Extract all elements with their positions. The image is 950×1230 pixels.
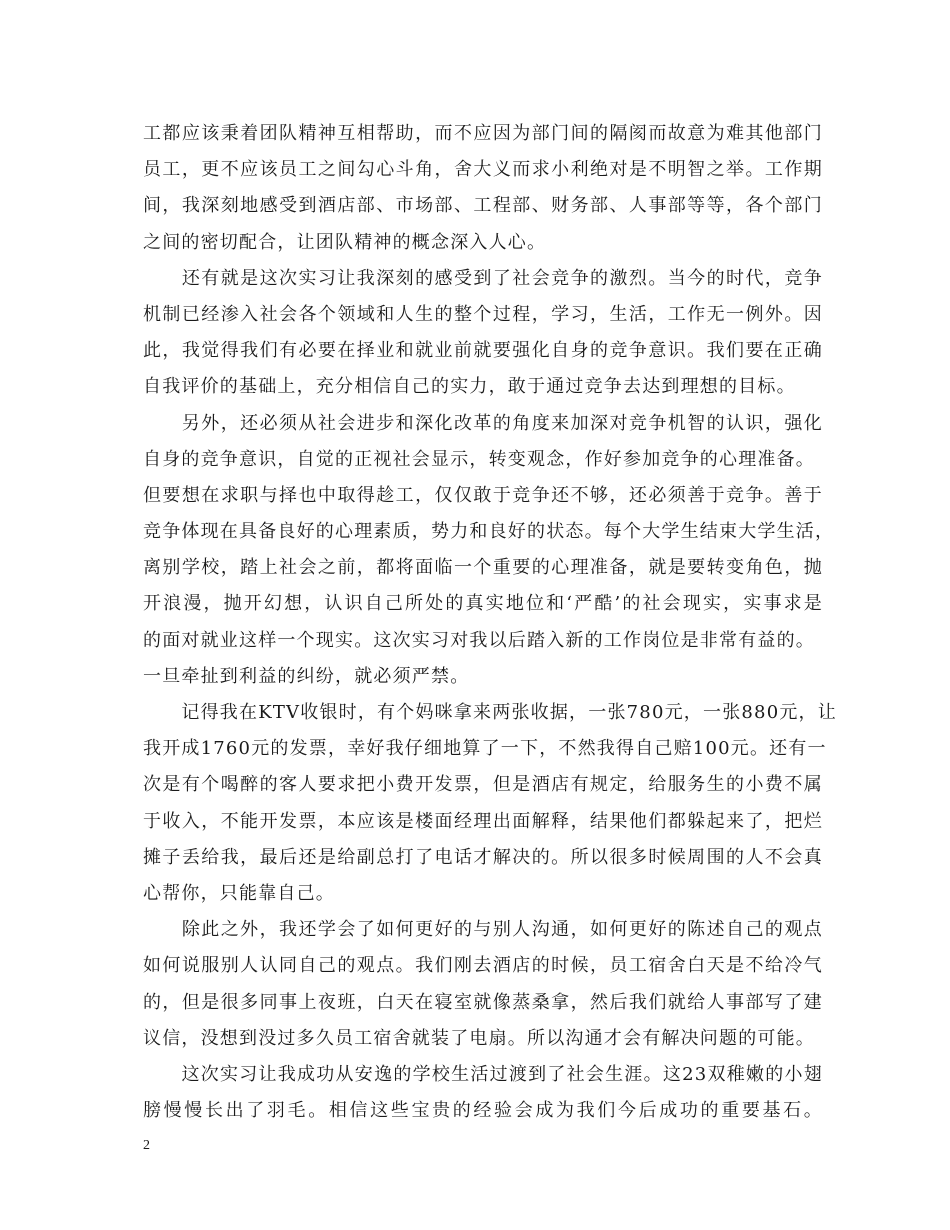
text-line: 开浪漫，抛开幻想，认识自己所处的真实地位和‘严酷’的社会现实，实事求是 — [143, 593, 823, 615]
text-line: 如何说服别人认同自己的观点。我们刚去酒店的时候，员工宿舍白天是不给冷气 — [143, 955, 823, 977]
text-line: 此，我觉得我们有必要在择业和就业前就要强化自身的竞争意识。我们要在正确 — [143, 340, 823, 362]
text-line: 一旦牵扯到利益的纠纷，就必须严禁。 — [143, 665, 470, 687]
text-line: 膀慢慢长出了羽毛。相信这些宝贵的经验会成为我们今后成功的重要基石。 — [143, 1100, 823, 1122]
text-line: 的，但是很多同事上夜班，白天在寝室就像蒸桑拿，然后我们就给人事部写了建 — [143, 991, 823, 1013]
text-line: 我开成1760元的发票，幸好我仔细地算了一下，不然我得自己赔100元。还有一 — [143, 738, 827, 760]
text-line: 这次实习让我成功从安逸的学校生活过渡到了社会生涯。这23双稚嫩的小翅 — [143, 1063, 823, 1085]
text-line: 除此之外，我还学会了如何更好的与别人沟通，如何更好的陈述自己的观点 — [143, 919, 823, 941]
text-line: 的面对就业这样一个现实。这次实习对我以后踏入新的工作岗位是非常有益的。 — [143, 629, 815, 651]
text-line: 还有就是这次实习让我深刻的感受到了社会竞争的激烈。当今的时代，竞争 — [143, 267, 823, 289]
text-line: 记得我在KTV收银时，有个妈咪拿来两张收据，一张780元，一张880元，让 — [143, 702, 837, 723]
text-line: 竞争体现在具备良好的心理素质，势力和良好的状态。每个大学生结束大学生活， — [143, 521, 835, 543]
text-line: 离别学校，踏上社会之前，都将面临一个重要的心理准备，就是要转变角色，抛 — [143, 557, 823, 579]
text-line: 摊子丢给我，最后还是给副总打了电话才解决的。所以很多时候周围的人不会真 — [143, 846, 823, 868]
text-line: 另外，还必须从社会进步和深化改革的角度来加深对竞争机智的认识，强化 — [143, 412, 823, 434]
text-line: 机制已经渗入社会各个领域和人生的整个过程，学习，生活，工作无一例外。因 — [143, 303, 823, 325]
text-line: 间，我深刻地感受到酒店部、市场部、工程部、财务部、人事部等等，各个部门 — [143, 195, 823, 217]
body-text — [143, 116, 837, 1129]
text-line: 工都应该秉着团队精神互相帮助，而不应因为部门间的隔阂而故意为难其他部门 — [143, 123, 823, 144]
text-line: 次是有个喝醉的客人要求把小费开发票，但是酒店有规定，给服务生的小费不属 — [143, 774, 823, 796]
text-line: 自身的竞争意识，自觉的正视社会显示，转变观念，作好参加竞争的心理准备。 — [143, 448, 815, 470]
text-line: 之间的密切配合，让团队精神的概念深入人心。 — [143, 231, 547, 253]
text-line: 议信，没想到没过多久员工宿舍就装了电扇。所以沟通才会有解决问题的可能。 — [143, 1027, 815, 1049]
text-line: 员工，更不应该员工之间勾心斗角，舍大义而求小利绝对是不明智之举。工作期 — [143, 159, 823, 181]
page-number: 2 — [143, 1138, 150, 1153]
text-line: 自我评价的基础上，充分相信自己的实力，敢于通过竞争去达到理想的目标。 — [143, 376, 796, 398]
text-line: 于收入，不能开发票，本应该是楼面经理出面解释，结果他们都躲起来了，把烂 — [143, 810, 823, 832]
text-line: 心帮你，只能靠自己。 — [143, 882, 335, 904]
text-line: 但要想在求职与择也中取得趁工，仅仅敢于竞争还不够，还必须善于竞争。善于 — [143, 484, 823, 506]
